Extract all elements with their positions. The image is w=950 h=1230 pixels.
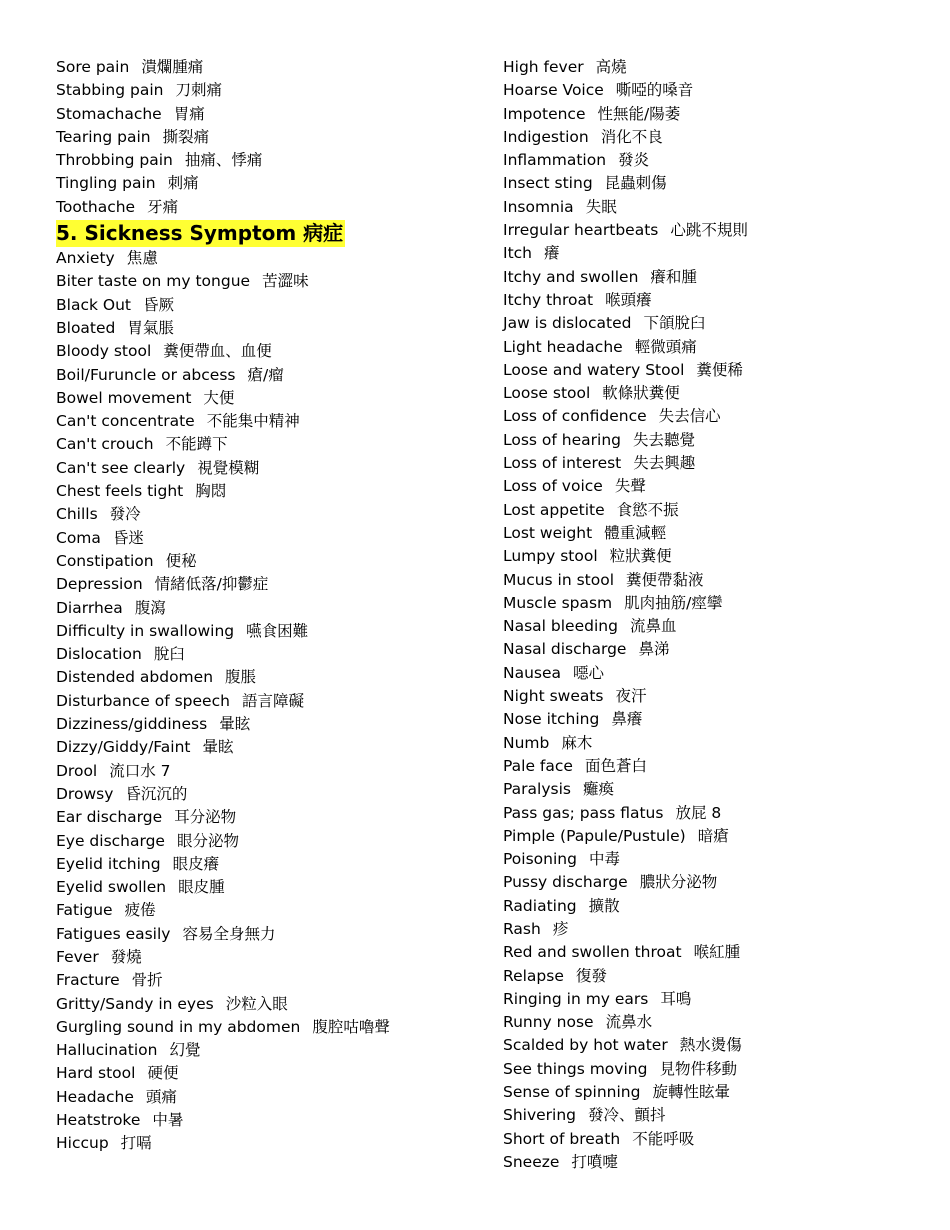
english-term: Ear discharge xyxy=(56,808,163,827)
chinese-term: 眼分泌物 xyxy=(176,831,239,850)
chinese-term: 發燒 xyxy=(110,947,142,966)
vocab-entry xyxy=(503,126,923,149)
vocab-entry xyxy=(56,294,476,317)
vocab-entry xyxy=(503,172,923,195)
chinese-term: 流口水 7 xyxy=(109,761,171,780)
vocab-entry xyxy=(56,597,476,620)
english-term: Anxiety xyxy=(56,249,115,268)
english-term: Paralysis xyxy=(503,780,571,799)
chinese-term: 撕裂痛 xyxy=(162,127,210,146)
vocab-entry xyxy=(56,433,476,456)
vocab-entry xyxy=(56,317,476,340)
vocab-entry xyxy=(503,1151,923,1174)
english-term: Rash xyxy=(503,919,541,938)
vocab-entry xyxy=(56,79,476,102)
english-term: Hiccup xyxy=(56,1134,109,1153)
chinese-term: 流鼻水 xyxy=(605,1013,653,1032)
vocab-entry xyxy=(56,56,476,79)
vocab-entry xyxy=(56,573,476,596)
chinese-term: 幻覺 xyxy=(169,1041,201,1060)
english-term: Shivering xyxy=(503,1106,577,1125)
english-term: Light headache xyxy=(503,337,623,356)
chinese-term: 癢 xyxy=(544,244,560,263)
vocab-entry xyxy=(503,475,923,498)
english-term: Scalded by hot water xyxy=(503,1036,668,1055)
english-term: See things moving xyxy=(503,1059,648,1078)
vocab-entry xyxy=(503,1034,923,1057)
chinese-term: 眼皮癢 xyxy=(172,854,220,873)
vocab-entry xyxy=(503,266,923,289)
english-term: Poisoning xyxy=(503,850,577,869)
chinese-term: 硬便 xyxy=(147,1064,179,1083)
chinese-term: 脫臼 xyxy=(153,645,185,664)
chinese-term: 便秘 xyxy=(165,551,197,570)
english-term: Coma xyxy=(56,528,101,547)
vocab-entry xyxy=(503,242,923,265)
english-term: High fever xyxy=(503,58,584,76)
chinese-term: 耳分泌物 xyxy=(174,808,237,827)
vocab-entry xyxy=(56,736,476,759)
english-term: Nausea xyxy=(503,663,562,682)
vocab-entry xyxy=(56,923,476,946)
english-term: Eyelid swollen xyxy=(56,878,167,897)
english-term: Can't see clearly xyxy=(56,458,186,477)
chinese-term: 粒狀糞便 xyxy=(609,547,672,566)
vocab-entry xyxy=(503,1128,923,1151)
vocab-entry xyxy=(56,172,476,195)
chinese-term: 失去聽覺 xyxy=(633,430,696,449)
chinese-term: 潰爛腫痛 xyxy=(141,58,204,76)
english-term: Eye discharge xyxy=(56,831,165,850)
chinese-term: 抽痛、悸痛 xyxy=(184,151,263,170)
vocab-entry xyxy=(503,1058,923,1081)
vocab-entry xyxy=(503,149,923,172)
vocab-entry xyxy=(503,545,923,568)
vocab-entry xyxy=(56,876,476,899)
chinese-term: 嚥食困難 xyxy=(246,621,309,640)
vocab-list-symptoms-a xyxy=(56,247,476,1156)
vocab-entry xyxy=(56,387,476,410)
vocab-entry xyxy=(56,760,476,783)
english-term: Nasal discharge xyxy=(503,640,627,659)
vocab-entry xyxy=(56,713,476,736)
english-term: Sense of spinning xyxy=(503,1083,641,1102)
chinese-term: 肌肉抽筋/痙攣 xyxy=(624,593,723,612)
chinese-term: 噁心 xyxy=(573,663,605,682)
vocab-entry xyxy=(503,708,923,731)
vocab-entry xyxy=(503,1011,923,1034)
left-column xyxy=(56,56,476,1156)
vocab-entry xyxy=(56,899,476,922)
chinese-term: 輕微頭痛 xyxy=(634,337,697,356)
chinese-term: 昏厥 xyxy=(142,295,174,314)
english-term: Hoarse Voice xyxy=(503,81,604,100)
english-term: Bloody stool xyxy=(56,342,152,361)
chinese-term: 胃氣脹 xyxy=(127,318,174,337)
english-term: Nasal bleeding xyxy=(503,617,618,636)
chinese-term: 流鼻血 xyxy=(629,617,677,636)
chinese-term: 高燒 xyxy=(595,58,627,76)
chinese-term: 耳鳴 xyxy=(660,989,692,1008)
chinese-term: 夜汗 xyxy=(615,687,647,706)
chinese-term: 鼻癢 xyxy=(611,710,643,729)
english-term: Fracture xyxy=(56,971,120,990)
chinese-term: 失聲 xyxy=(614,477,646,496)
chinese-term: 暈眩 xyxy=(202,738,234,757)
vocab-entry xyxy=(503,871,923,894)
vocab-entry xyxy=(56,946,476,969)
vocab-entry xyxy=(503,848,923,871)
english-term: Ringing in my ears xyxy=(503,989,649,1008)
english-term: Radiating xyxy=(503,896,577,915)
chinese-term: 疹 xyxy=(552,919,569,938)
english-term: Runny nose xyxy=(503,1013,594,1032)
chinese-term: 消化不良 xyxy=(600,127,663,146)
english-term: Lost weight xyxy=(503,523,593,542)
chinese-term: 發冷 xyxy=(109,505,141,524)
chinese-term: 情緒低落/抑鬱症 xyxy=(154,575,269,594)
vocab-entry xyxy=(56,1109,476,1132)
english-term: Itchy and swollen xyxy=(503,267,639,286)
chinese-term: 鼻涕 xyxy=(638,640,670,659)
english-term: Itch xyxy=(503,244,532,263)
english-term: Depression xyxy=(56,575,143,594)
vocab-entry xyxy=(503,988,923,1011)
chinese-term: 苦澀味 xyxy=(262,272,309,291)
english-term: Bowel movement xyxy=(56,388,192,407)
vocab-entry xyxy=(503,941,923,964)
chinese-term: 腹腔咕嚕聲 xyxy=(312,1017,390,1036)
english-term: Pimple (Papule/Pustule) xyxy=(503,826,686,845)
vocab-entry xyxy=(56,783,476,806)
chinese-term: 牙痛 xyxy=(147,197,179,216)
chinese-term: 大便 xyxy=(203,388,235,407)
vocab-entry xyxy=(503,196,923,219)
english-term: Gurgling sound in my abdomen xyxy=(56,1017,301,1036)
vocab-entry xyxy=(503,429,923,452)
vocab-entry xyxy=(56,993,476,1016)
english-term: Fatigues easily xyxy=(56,924,171,943)
chinese-term: 刺痛 xyxy=(167,174,199,193)
chinese-term: 容易全身無力 xyxy=(182,924,276,943)
chinese-term: 癱瘓 xyxy=(582,780,614,799)
english-term: Impotence xyxy=(503,104,586,123)
chinese-term: 喉紅腫 xyxy=(693,943,741,962)
vocab-entry xyxy=(56,410,476,433)
vocab-entry xyxy=(503,895,923,918)
vocab-entry xyxy=(56,340,476,363)
english-term: Numb xyxy=(503,733,550,752)
english-term: Mucus in stool xyxy=(503,570,615,589)
english-term: Toothache xyxy=(56,197,136,216)
chinese-term: 體重減輕 xyxy=(604,523,667,542)
vocab-entry xyxy=(503,336,923,359)
vocab-entry xyxy=(503,569,923,592)
chinese-term: 擴散 xyxy=(588,896,620,915)
english-term: Drowsy xyxy=(56,784,114,803)
vocab-entry xyxy=(503,79,923,102)
english-term: Pussy discharge xyxy=(503,873,628,892)
chinese-term: 見物件移動 xyxy=(659,1059,737,1078)
chinese-term: 焦慮 xyxy=(126,249,158,268)
english-term: Loose stool xyxy=(503,384,591,403)
chinese-term: 軟條狀糞便 xyxy=(602,384,680,403)
english-term: Night sweats xyxy=(503,687,604,706)
vocab-entry xyxy=(503,219,923,242)
vocab-entry xyxy=(503,685,923,708)
english-term: Headache xyxy=(56,1087,134,1106)
chinese-term: 放屁 8 xyxy=(675,803,722,822)
chinese-term: 糞便帶血、血便 xyxy=(163,342,272,361)
vocab-entry xyxy=(503,452,923,475)
chinese-term: 腹脹 xyxy=(225,668,257,687)
english-term: Can't crouch xyxy=(56,435,154,454)
vocab-list-pain xyxy=(56,56,476,219)
vocab-entry xyxy=(503,778,923,801)
english-term: Insect sting xyxy=(503,174,593,193)
vocab-entry xyxy=(503,103,923,126)
chinese-term: 心跳不規則 xyxy=(670,221,748,240)
right-column xyxy=(503,56,923,1174)
vocab-entry xyxy=(56,830,476,853)
english-term: Loss of hearing xyxy=(503,430,621,449)
english-term: Dislocation xyxy=(56,645,142,664)
section-heading: 5. Sickness Symptom 病症 xyxy=(56,221,344,246)
english-term: Hallucination xyxy=(56,1041,158,1060)
vocab-entry xyxy=(503,1081,923,1104)
vocab-entry xyxy=(56,527,476,550)
english-term: Inflammation xyxy=(503,151,607,170)
english-term: Black Out xyxy=(56,295,131,314)
chinese-term: 昏迷 xyxy=(112,528,144,547)
vocab-entry xyxy=(56,1062,476,1085)
chinese-term: 復發 xyxy=(575,966,607,985)
chinese-term: 發冷、顫抖 xyxy=(588,1106,666,1125)
chinese-term: 面色蒼白 xyxy=(584,756,647,775)
english-term: Stomachache xyxy=(56,104,162,123)
english-term: Sore pain xyxy=(56,58,130,76)
chinese-term: 語言障礙 xyxy=(241,691,304,710)
english-term: Relapse xyxy=(503,966,564,985)
chinese-term: 糞便稀 xyxy=(696,360,743,379)
vocab-entry xyxy=(56,1016,476,1039)
vocab-entry xyxy=(503,918,923,941)
vocab-entry xyxy=(503,965,923,988)
chinese-term: 失去興趣 xyxy=(633,454,696,473)
chinese-term: 沙粒入眼 xyxy=(225,994,288,1013)
chinese-term: 中毒 xyxy=(588,850,620,869)
vocab-entry xyxy=(56,480,476,503)
chinese-term: 喉頭癢 xyxy=(605,290,652,309)
chinese-term: 中暑 xyxy=(152,1111,184,1130)
chinese-term: 打噴嚏 xyxy=(571,1152,618,1171)
vocab-entry xyxy=(56,853,476,876)
vocab-entry xyxy=(56,247,476,270)
vocab-entry xyxy=(503,592,923,615)
english-term: Loss of confidence xyxy=(503,407,647,426)
vocab-entry xyxy=(56,149,476,172)
chinese-term: 刀刺痛 xyxy=(175,81,222,100)
english-term: Irregular heartbeats xyxy=(503,221,659,240)
vocab-entry xyxy=(56,666,476,689)
chinese-term: 不能集中精神 xyxy=(206,412,300,431)
vocab-entry xyxy=(503,499,923,522)
chinese-term: 失眠 xyxy=(585,197,617,216)
vocab-entry xyxy=(56,620,476,643)
english-term: Drool xyxy=(56,761,98,780)
english-term: Muscle spasm xyxy=(503,593,613,612)
chinese-term: 暈眩 xyxy=(219,715,251,734)
vocab-entry xyxy=(503,1104,923,1127)
chinese-term: 熱水燙傷 xyxy=(679,1036,742,1055)
english-term: Loss of interest xyxy=(503,454,622,473)
vocab-entry xyxy=(503,289,923,312)
english-term: Eyelid itching xyxy=(56,854,161,873)
chinese-term: 失去信心 xyxy=(658,407,721,426)
english-term: Nose itching xyxy=(503,710,600,729)
vocab-entry xyxy=(56,270,476,293)
english-term: Insomnia xyxy=(503,197,574,216)
vocab-entry xyxy=(56,1132,476,1155)
vocab-entry xyxy=(503,522,923,545)
chinese-term: 發炎 xyxy=(618,151,650,170)
vocab-entry xyxy=(503,359,923,382)
chinese-term: 視覺模糊 xyxy=(197,458,260,477)
vocab-entry xyxy=(56,103,476,126)
vocab-entry xyxy=(503,405,923,428)
vocab-entry xyxy=(503,802,923,825)
english-term: Hard stool xyxy=(56,1064,136,1083)
vocab-entry xyxy=(56,1039,476,1062)
english-term: Fatigue xyxy=(56,901,113,920)
chinese-term: 昏沉沉的 xyxy=(125,784,188,803)
vocab-entry xyxy=(503,825,923,848)
english-term: Red and swollen throat xyxy=(503,943,682,962)
english-term: Pass gas; pass flatus xyxy=(503,803,664,822)
chinese-term: 暗瘡 xyxy=(697,826,729,845)
chinese-term: 旋轉性眩暈 xyxy=(652,1083,730,1102)
vocab-entry xyxy=(503,638,923,661)
english-term: Can't concentrate xyxy=(56,412,195,431)
english-term: Loose and watery Stool xyxy=(503,360,685,379)
english-term: Tearing pain xyxy=(56,127,151,146)
chinese-term: 打嗝 xyxy=(120,1134,152,1153)
vocab-entry xyxy=(56,806,476,829)
english-term: Jaw is dislocated xyxy=(503,314,632,333)
english-term: Gritty/Sandy in eyes xyxy=(56,994,214,1013)
english-term: Disturbance of speech xyxy=(56,691,230,710)
chinese-term: 性無能/陽萎 xyxy=(597,104,681,123)
english-term: Short of breath xyxy=(503,1129,621,1148)
vocab-entry xyxy=(503,615,923,638)
english-term: Lumpy stool xyxy=(503,547,598,566)
chinese-term: 疲倦 xyxy=(124,901,156,920)
english-term: Heatstroke xyxy=(56,1111,141,1130)
vocab-entry xyxy=(56,643,476,666)
chinese-term: 昆蟲刺傷 xyxy=(604,174,667,193)
chinese-term: 下頜脫臼 xyxy=(643,314,706,333)
vocab-entry xyxy=(503,312,923,335)
english-term: Bloated xyxy=(56,318,116,337)
chinese-term: 癢和腫 xyxy=(650,267,697,286)
vocab-entry xyxy=(503,56,923,79)
english-term: Dizzy/Giddy/Faint xyxy=(56,738,191,757)
english-term: Lost appetite xyxy=(503,500,605,519)
english-term: Diarrhea xyxy=(56,598,123,617)
vocab-entry xyxy=(56,1086,476,1109)
english-term: Chest feels tight xyxy=(56,482,184,501)
chinese-term: 麻木 xyxy=(561,733,593,752)
english-term: Tingling pain xyxy=(56,174,156,193)
english-term: Distended abdomen xyxy=(56,668,214,687)
chinese-term: 糞便帶黏液 xyxy=(626,570,704,589)
vocab-entry xyxy=(56,503,476,526)
vocab-entry xyxy=(56,126,476,149)
english-term: Dizziness/giddiness xyxy=(56,715,208,734)
vocab-entry xyxy=(56,550,476,573)
vocab-entry xyxy=(503,662,923,685)
english-term: Indigestion xyxy=(503,127,589,146)
vocab-entry xyxy=(56,969,476,992)
chinese-term: 胃痛 xyxy=(173,104,205,123)
chinese-term: 眼皮腫 xyxy=(178,878,225,897)
chinese-term: 不能蹲下 xyxy=(165,435,228,454)
chinese-term: 不能呼吸 xyxy=(632,1129,695,1148)
english-term: Boil/Furuncle or abcess xyxy=(56,365,236,384)
chinese-term: 胸悶 xyxy=(195,482,227,501)
english-term: Biter taste on my tongue xyxy=(56,272,251,291)
chinese-term: 膿狀分泌物 xyxy=(639,873,718,892)
chinese-term: 骨折 xyxy=(131,971,163,990)
english-term: Loss of voice xyxy=(503,477,603,496)
vocab-entry xyxy=(503,382,923,405)
vocab-list-symptoms-b xyxy=(503,56,923,1174)
english-term: Stabbing pain xyxy=(56,81,164,100)
vocab-entry xyxy=(503,755,923,778)
vocab-entry xyxy=(56,196,476,219)
english-term: Difficulty in swallowing xyxy=(56,621,235,640)
vocab-entry xyxy=(56,364,476,387)
english-term: Sneeze xyxy=(503,1152,560,1171)
chinese-term: 嘶啞的嗓音 xyxy=(615,81,694,100)
english-term: Pale face xyxy=(503,756,573,775)
chinese-term: 食慾不振 xyxy=(616,500,679,519)
chinese-term: 頭痛 xyxy=(145,1087,177,1106)
chinese-term: 瘡/瘤 xyxy=(247,365,284,384)
english-term: Fever xyxy=(56,947,99,966)
vocab-entry xyxy=(503,732,923,755)
english-term: Throbbing pain xyxy=(56,151,173,170)
english-term: Constipation xyxy=(56,551,154,570)
vocab-entry xyxy=(56,457,476,480)
chinese-term: 腹瀉 xyxy=(134,598,166,617)
english-term: Chills xyxy=(56,505,98,524)
vocab-entry xyxy=(56,690,476,713)
english-term: Itchy throat xyxy=(503,290,594,309)
